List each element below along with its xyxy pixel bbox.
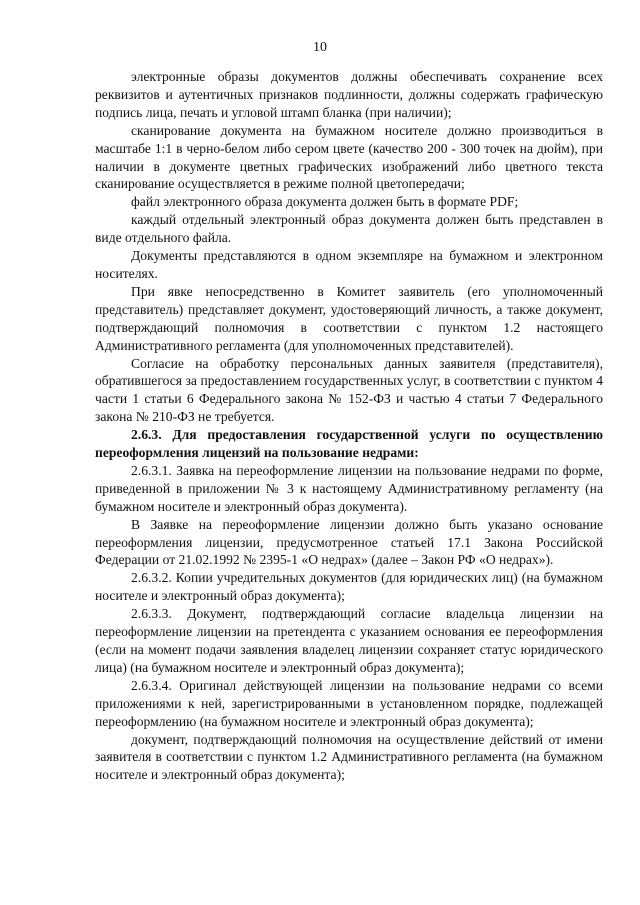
paragraph-pdf-format: файл электронного образа документа должен быть в формате PDF; (131, 194, 519, 210)
paragraph-2-6-3-1: 2.6.3.1. Заявка на переоформление лицензии на пользование недрами по форме, приведенной в приложении № 3 к настоящему Административному регламенту (на бумажном носителе и электронный образ документа). (95, 462, 603, 514)
paragraph-2-6-3-3: 2.6.3.3. Документ, подтверждающий согласие владельца лицензии на переоформление лицензии на претендента с указанием основания ее переоформления (если на момент подачи заявления владелец лицензии сохраняет статус юридического лица) (на бумажном носителе и электронный образ документа); (95, 606, 603, 675)
paragraph-2-6-3-4: 2.6.3.4. Оригинал действующей лицензии на пользование недрами со всеми приложениями к ней, зарегистрированными в установленном порядке, подлежащей переоформлению (на бумажном носителе и электронный образ документа); (95, 677, 603, 729)
paragraph-2-6-3-2: 2.6.3.2. Копии учредительных документов (для юридических лиц) (на бумажном носителе и электронный образ документа); (95, 570, 603, 604)
paragraph-separate-file: каждый отдельный электронный образ документа должен быть представлен в виде отдельного файла. (95, 212, 603, 246)
paragraph-authority-document: документ, подтверждающий полномочия на осуществление действий от имени заявителя в соответствии с пунктом 1.2 Административного регламента (на бумажном носителе и электронный образ документа); (95, 731, 603, 783)
paragraph-scanning: сканирование документа на бумажном носителе должно производиться в масштабе 1:1 в черно-белом либо сером цвете (качество 200 - 300 точек на дюйм), при наличии в документе цветных графических изображений либо цветного текста сканирование осуществляется в режиме полной цветопередачи; (95, 122, 603, 192)
paragraph-reissue-basis: В Заявке на переоформление лицензии должно быть указано основание переоформления лицензии, предусмотренное статьей 17.1 Закона Российской Федерации от 21.02.1992 № 2395-1 «О недрах» (далее – Закон РФ «О недрах»). (95, 516, 603, 568)
paragraph-one-copy: Документы представляются в одном экземпляре на бумажном и электронном носителях. (95, 248, 603, 281)
page-number: 10 (313, 40, 327, 55)
paragraph-personal-appearance: При явке непосредственно в Комитет заявитель (его уполномоченный представитель) представляет документ, удостоверяющий личность, а также документ, подтверждающий полномочия в соответствии с пунктом 1.2 настоящего Административного регламента (для уполномоченных представителей). (95, 283, 603, 353)
paragraph-personal-data-consent: Согласие на обработку персональных данных заявителя (представителя), обратившегося за предоставлением государственных услуг, в соответствии с пунктом 4 части 1 статьи 6 Федерального закона № 152-ФЗ и частью 4 статьи 7 Федерального закона № 210-ФЗ не требуется. (95, 355, 603, 425)
section-heading-2-6-3: 2.6.3. Для предоставления государственной услуги по осуществлению переоформления лицензий на пользование недрами: (95, 427, 603, 461)
document-body (95, 68, 603, 784)
paragraph-electronic-images: электронные образы документов должны обеспечивать сохранение всех реквизитов и аутентичных признаков подлинности, должны содержать графическую подпись лица, печать и угловой штамп бланка (при наличии); (95, 69, 603, 120)
